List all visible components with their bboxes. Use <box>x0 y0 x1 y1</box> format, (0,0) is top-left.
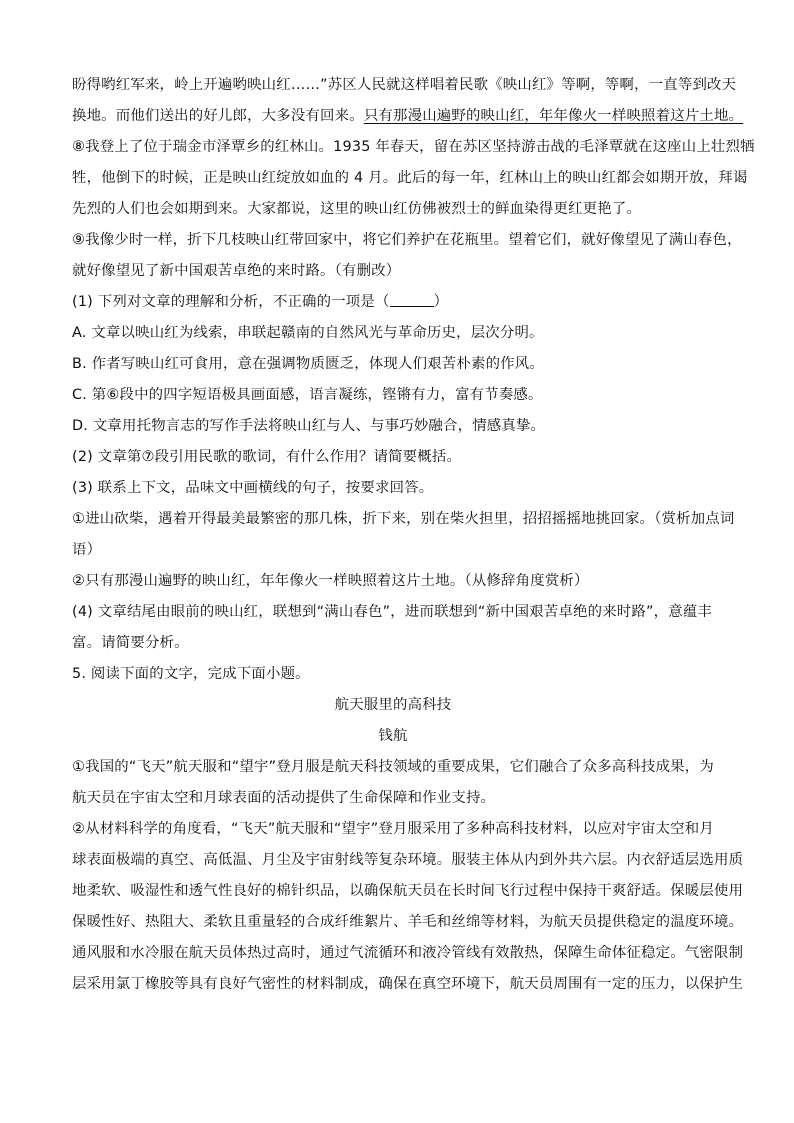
line-text: 通风服和水冷服在航天员体热过高时，通过气流循环和液冷管线有效散热，保障生命体征稳定。气密限制 <box>72 945 744 961</box>
line-text: 先烈的人们也会如期到来。大家都说，这里的映山红仿佛被烈士的鲜血染得更红更艳了。 <box>72 201 642 217</box>
text-line <box>72 411 714 442</box>
answer-blank[interactable] <box>390 292 434 307</box>
line-text: B. 作者写映山红可食用，意在强调物质匮乏，体现人们艰苦朴素的作风。 <box>72 356 544 372</box>
text-line <box>72 535 714 566</box>
text-line <box>72 287 714 318</box>
text-line <box>72 566 714 597</box>
text-line <box>72 845 744 876</box>
line-text: 换地。而他们送出的好儿郎，大多没有回来。 <box>72 108 364 124</box>
line-text: 球表面极端的真空、高低温、月尘及宇宙射线等复杂环境。服装主体从内到外共六层。内衣舒适层选用质 <box>72 852 744 868</box>
line-text: ⑨我像少时一样，折下几枝映山红带回家中，将它们养护在花瓶里。望着它们，就好像望见了满山春色， <box>72 232 742 248</box>
text-line <box>72 349 714 380</box>
text-line <box>72 628 714 659</box>
line-text: (3) 联系上下文，品味文中画横线的句子，按要求回答。 <box>72 480 434 496</box>
text-line <box>72 659 714 690</box>
line-text: (4) 文章结尾由眼前的映山红，联想到“满山春色”，进而联想到“新中国艰苦卓绝的来时路”，意蕴丰 <box>72 604 713 620</box>
text-line <box>72 504 735 535</box>
line-text: 地柔软、吸湿性和透气性良好的棉针织品，以确保航天员在长时间飞行过程中保持干爽舒适。保暖层使用 <box>72 883 744 899</box>
line-text-tail: ） <box>433 294 449 310</box>
text-line <box>72 690 714 721</box>
text-line <box>72 194 714 225</box>
text-line <box>72 473 714 504</box>
line-text: 富。请简要分析。 <box>72 635 189 651</box>
line-text: ①我国的“飞天”航天服和“望宇”登月服是航天科技领域的重要成果，它们融合了众多高科技成果，为 <box>72 759 714 775</box>
text-line <box>72 814 714 845</box>
text-line <box>72 318 714 349</box>
line-text: 钱航 <box>378 728 408 744</box>
text-line <box>72 876 744 907</box>
line-text: (1) 下列对文章的理解和分析，不正确的一项是（ <box>72 294 390 310</box>
line-text: 语） <box>72 542 102 558</box>
line-text: 5. 阅读下面的文字，完成下面小题。 <box>72 666 310 682</box>
text-line <box>72 256 714 287</box>
line-text: C. 第⑥段中的四字短语极具画面感，语言凝练，铿锵有力，富有节奏感。 <box>72 387 543 403</box>
line-text: ②从材料科学的角度看，“飞天”航天服和“望宇”登月服采用了多种高科技材料，以应对宇宙太空和月 <box>72 821 714 837</box>
line-text: 就好像望见了新中国艰苦卓绝的来时路。（有删改） <box>72 263 401 279</box>
text-line <box>72 597 714 628</box>
line-text: 航天员在宇宙太空和月球表面的活动提供了生命保障和作业支持。 <box>72 790 496 806</box>
line-text: ⑧我登上了位于瑞金市泽覃乡的红林山。1935 年春天，留在苏区坚持游击战的毛泽覃就在这座山上壮烈牺 <box>72 139 755 155</box>
text-line <box>72 907 744 938</box>
text-line <box>72 938 744 969</box>
line-text: ②只有那漫山遍野的映山红，年年像火一样映照着这片土地。（从修辞角度赏析） <box>72 573 589 589</box>
text-line <box>72 163 748 194</box>
line-text: ①进山砍柴，遇着开得最美最繁密的那几株，折下来，别在柴火担里，招招摇摇地挑回家。（赏析加点词 <box>72 511 735 527</box>
text-line <box>72 783 714 814</box>
text-line <box>72 132 755 163</box>
text-line <box>72 225 742 256</box>
line-text: 层采用氯丁橡胶等具有良好气密性的材料制成，确保在真空环境下，航天员周围有一定的压力，以保护生 <box>72 976 744 992</box>
line-text: D. 文章用托物言志的写作手法将映山红与人、与事巧妙融合，情感真挚。 <box>72 418 546 434</box>
text-line <box>72 442 714 473</box>
text-line <box>72 721 714 752</box>
text-line <box>72 380 714 411</box>
text-line <box>72 752 714 783</box>
text-line <box>72 70 737 101</box>
line-text: 牲，他倒下的时候，正是映山红绽放如血的 4 月。此后的每一年，红林山上的映山红都会如期开放，拜谒 <box>72 170 748 186</box>
line-text: (2) 文章第⑦段引用民歌的歌词，有什么作用？请简要概括。 <box>72 449 462 465</box>
line-text: A. 文章以映山红为线索，串联起赣南的自然风光与革命历史，层次分明。 <box>72 325 544 341</box>
text-line <box>72 969 744 1000</box>
underlined-sentence: 只有那漫山遍野的映山红，年年像火一样映照着这片土地。 <box>363 108 744 124</box>
text-line <box>72 101 744 132</box>
line-text: 保暖性好、热阻大、柔软且重量轻的合成纤维絮片、羊毛和丝绵等材料，为航天员提供稳定的温度环境。 <box>72 914 744 930</box>
line-text: 盼得哟红军来，岭上开遍哟映山红……”苏区人民就这样唱着民歌《映山红》等啊，等啊，一直等到改天 <box>72 77 737 93</box>
line-text: 航天服里的高科技 <box>334 697 452 713</box>
